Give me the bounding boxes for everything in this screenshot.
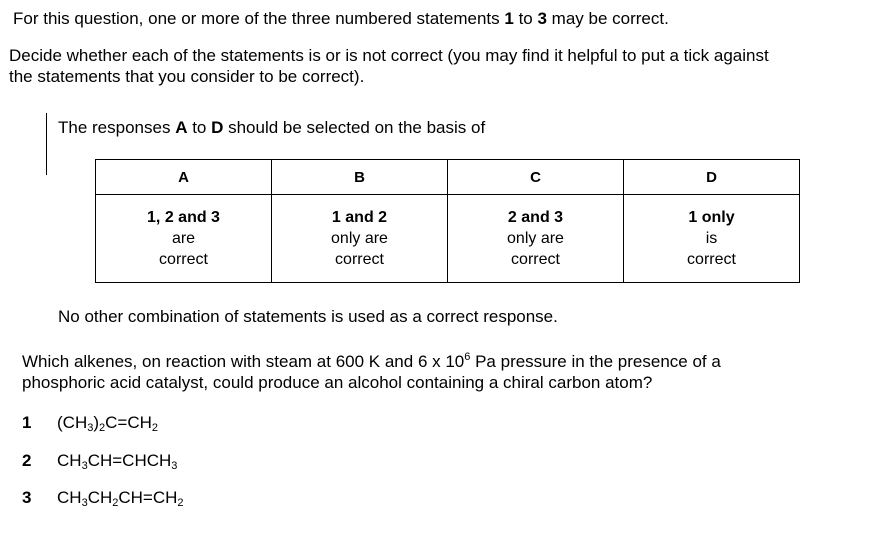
cell-a-line2: are — [171, 230, 196, 247]
cell-c-line3: correct — [511, 251, 560, 268]
response-key-table — [95, 159, 800, 283]
response-d-ref: D — [211, 118, 224, 137]
cell-d — [624, 195, 800, 283]
statement-number: 2 — [22, 451, 32, 470]
header-d: D — [624, 160, 800, 195]
cell-d-line2: is — [705, 230, 718, 247]
cell-d-line3: correct — [687, 251, 736, 268]
formula-part: (CH — [57, 413, 88, 432]
pressure-exponent: 6 — [464, 351, 471, 363]
cell-b — [272, 195, 448, 283]
cell-a — [96, 195, 272, 283]
cell-b-line2: only are — [331, 230, 388, 247]
header-a: A — [96, 160, 272, 195]
formula-part: CH=CH — [118, 488, 178, 507]
no-other-combination-note: No other combination of statements is used as a correct response. — [58, 307, 558, 326]
formula-part: CH=CHCH — [87, 451, 172, 470]
formula-part: ) — [93, 413, 100, 432]
formula-subscript: 3 — [81, 497, 88, 509]
formula-subscript: 2 — [99, 422, 106, 434]
basis-post: should be selected on the basis of — [223, 118, 486, 137]
formula-subscript: 3 — [171, 460, 178, 472]
statement-1-ref: 1 — [504, 9, 514, 28]
instruction-text-post: may be correct. — [546, 9, 669, 28]
statement-2 — [22, 451, 177, 471]
formula-subscript: 2 — [151, 422, 159, 434]
question-line1-post: Pa pressure in the presence of a — [470, 352, 721, 371]
cell-b-line3: correct — [335, 251, 384, 268]
question-text — [22, 351, 842, 393]
formula-subscript: 3 — [81, 460, 88, 472]
table-header-row — [96, 160, 800, 195]
question-line1-pre: Which alkenes, on reaction with steam at 600 K and 6 x 10 — [22, 352, 465, 371]
formula-subscript: 2 — [177, 497, 184, 509]
formula-part: CH — [57, 488, 82, 507]
basis-pre: The responses — [58, 118, 176, 137]
statement-1 — [22, 413, 158, 433]
cell-a-line3: correct — [159, 251, 208, 268]
basis-line — [58, 118, 485, 138]
margin-rule — [46, 113, 47, 175]
cell-c-line1: 2 and 3 — [507, 209, 564, 226]
statement-number: 3 — [22, 488, 32, 507]
formula-part: CH — [87, 488, 113, 507]
formula-part: CH — [57, 451, 82, 470]
statement-3-ref: 3 — [537, 9, 547, 28]
formula-subscript: 2 — [112, 497, 119, 509]
question-line-1 — [22, 351, 842, 372]
cell-c — [448, 195, 624, 283]
cell-b-line1: 1 and 2 — [331, 209, 388, 226]
decide-line-1: Decide whether each of the statements is or is not correct (you may find it helpful to put a tick against — [9, 46, 769, 65]
basis-mid: to — [187, 118, 212, 137]
instruction-text-pre: For this question, one or more of the three numbered statements — [13, 9, 505, 28]
table-row — [96, 195, 800, 283]
instruction-text-mid: to — [513, 9, 538, 28]
cell-a-line1: 1, 2 and 3 — [147, 209, 220, 226]
statement-3 — [22, 488, 184, 508]
formula-part: C=CH — [105, 413, 152, 432]
decide-line-2: the statements that you consider to be correct). — [9, 67, 365, 86]
cell-d-line1: 1 only — [688, 209, 735, 226]
header-c: C — [448, 160, 624, 195]
header-b: B — [272, 160, 448, 195]
formula-subscript: 3 — [87, 422, 94, 434]
question-line-2: phosphoric acid catalyst, could produce an alcohol containing a chiral carbon atom? — [22, 373, 653, 392]
cell-c-line2: only are — [507, 230, 564, 247]
statement-number: 1 — [22, 413, 32, 432]
decide-instruction — [9, 45, 769, 87]
response-a-ref: A — [175, 118, 188, 137]
instruction-line — [13, 9, 669, 29]
